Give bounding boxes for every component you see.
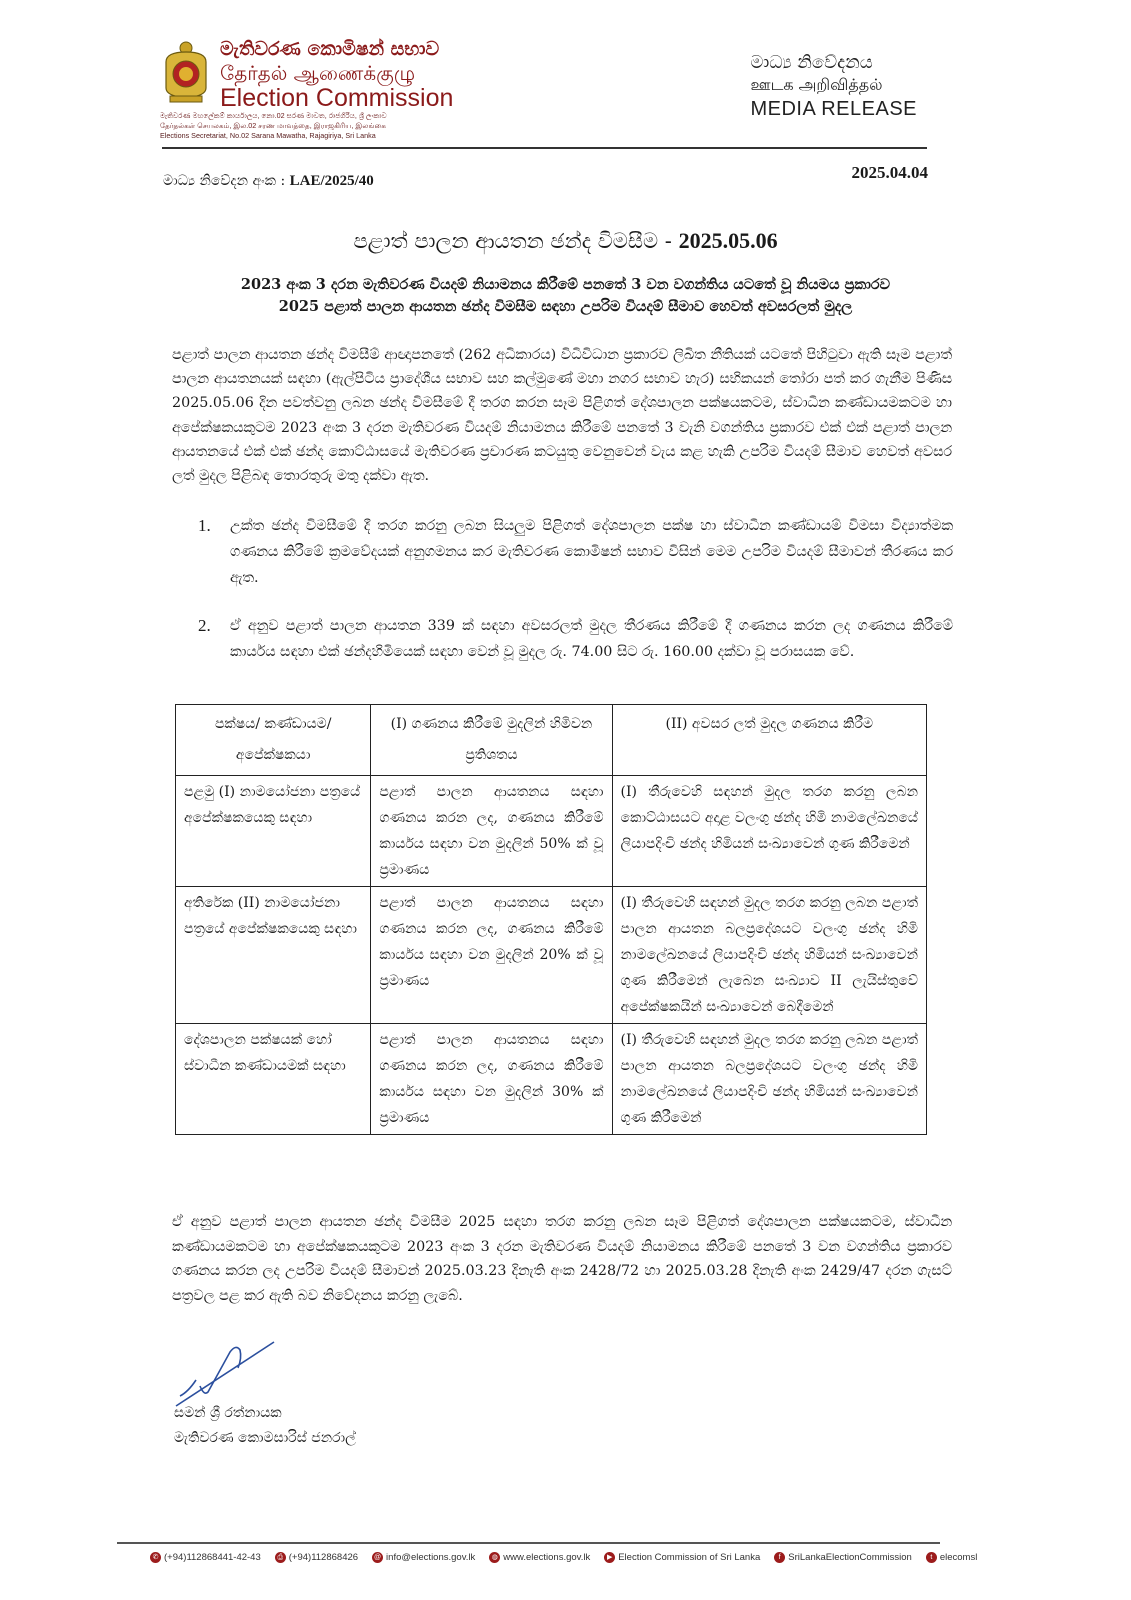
org-logo-block bbox=[160, 38, 454, 148]
org-name-sinhala: මැතිවරණ කොමිෂන් සභාව bbox=[220, 38, 440, 60]
footer-divider bbox=[117, 1542, 940, 1544]
table-row bbox=[176, 776, 927, 887]
reference-number-line bbox=[163, 173, 374, 190]
expense-limit-table bbox=[175, 704, 927, 1135]
cell-percentage: පළාත් පාලන ආයතනය සඳහා ගණනය කරන ලද, ගණනය කිරීමේ කාර්යය සඳහා වන මුදලින් 50% ක් වූ ප්‍රමාණය bbox=[371, 776, 612, 887]
cell-calculation: (I) තීරුවෙහි සඳහන් මුදල තරග කරනු ලබන පළාත් පාලන ආයතන බලප්‍රදේශයට වලංගු ඡන්ද හිමි නාමලේඛනයේ ලියාපදිංචි ඡන්ද හිමියන් සංඛ්‍යාවෙන් ගුණ කිරීමෙන් bbox=[612, 1024, 926, 1135]
signatory-title: මැතිවරණ කොමසාරිස් ජනරාල් bbox=[174, 1430, 356, 1446]
doc-type-tamil: ஊடக அறிவித்தல் bbox=[750, 75, 883, 94]
address-sinhala: මැතිවරණ මහලේකම් කාර්යාලය, නො.02 සරණ මාවත, රාජගිරිය, ශ්‍රී ලංකාව bbox=[160, 111, 387, 120]
twitter-text: elecomsl bbox=[939, 1552, 978, 1563]
header-calculation: (II) අවසර ලත් මුදල ගණනය කිරීම bbox=[612, 705, 926, 776]
list-item bbox=[198, 513, 953, 591]
doc-type-english: MEDIA RELEASE bbox=[750, 98, 917, 120]
list-item-number: 1. bbox=[198, 516, 211, 535]
list-item-text: උක්ත ඡන්ද විමසීමේ දී තරග කරනු ලබන සියලුම පිළිගත් දේශපාලන පක්ෂ හා ස්වාධීන කණ්ඩායම් විමසා විද්‍යාත්මක ගණනය කිරීමේ ක්‍රමවේදයක් අනුගමනය කර මැතිවරණ කොමිෂන් සභාව විසින් මෙම උපරිම වියදම් සීමාවන් තීරණය කර ඇත. bbox=[230, 518, 953, 586]
table-header-row bbox=[176, 705, 927, 776]
header-percentage: (I) ගණනය කිරීමේ මුදලින් හිමිවන ප්‍රතිශතය bbox=[371, 705, 612, 776]
facebook-text: SriLankaElectionCommission bbox=[788, 1552, 912, 1563]
phone-icon: ✆ bbox=[150, 1552, 161, 1563]
document-type-block bbox=[750, 52, 917, 122]
cell-entity: දේශපාලන පක්ෂයක් හෝ ස්වාධීන කණ්ඩායමක් සඳහා bbox=[176, 1024, 371, 1135]
email-icon: @ bbox=[373, 1554, 382, 1561]
twitter-icon: t bbox=[926, 1552, 937, 1563]
email-text: info@elections.gov.lk bbox=[386, 1552, 476, 1563]
website-text: www.elections.gov.lk bbox=[503, 1552, 591, 1563]
contact-footer bbox=[150, 1552, 977, 1563]
table-row bbox=[176, 1024, 927, 1135]
signature-scribble-icon bbox=[174, 1340, 284, 1408]
title-date: 2025.05.06 bbox=[678, 228, 778, 253]
org-name-tamil: தேர்தல் ஆணைக்குழு bbox=[220, 61, 416, 85]
release-date: 2025.04.04 bbox=[851, 163, 928, 182]
web-icon: ◍ bbox=[489, 1552, 500, 1563]
footer-youtube[interactable] bbox=[604, 1552, 760, 1563]
facebook-icon: f bbox=[774, 1552, 785, 1563]
footer-email[interactable] bbox=[372, 1552, 475, 1563]
signatory-name: සමන් ශ්‍රී රත්නායක bbox=[174, 1405, 282, 1421]
fax-icon: ⎙ bbox=[275, 1552, 286, 1563]
subtitle-line-2: 2025 පළාත් පාලන ආයතන ඡන්ද විමසීම සඳහා උපරිම වියදම් සීමාව හෙවත් අවසරලත් මුදල bbox=[278, 298, 853, 315]
footer-phone[interactable] bbox=[150, 1552, 261, 1563]
cell-percentage: පළාත් පාලන ආයතනය සඳහා ගණනය කරන ලද, ගණනය කිරීමේ කාර්යය සඳහා වන මුදලින් 30% ක් ප්‍රමාණය bbox=[371, 1024, 612, 1135]
list-item-text: ඒ අනුව පළාත් පාලන ආයතන 339 ක් සඳහා අවසරලත් මුදල තීරණය කිරීමේ දී ගණනය කරන ලද ගණනය කිරීමේ කාර්යය සඳහා එක් ඡන්දහිමියෙක් සඳහා වෙන් වූ මුදල රු. 74.00 සිට රු. 160.00 දක්වා වූ පරාසයක වේ. bbox=[230, 618, 953, 660]
cell-entity: අතිරේක (II) නාමයෝජනා පත්‍රයේ අපේක්ෂකයෙකු සඳහා bbox=[176, 887, 371, 1024]
footer-twitter[interactable] bbox=[926, 1552, 978, 1563]
subtitle-line-1: 2023 අංක 3 දරන මැතිවරණ වියදම් නියාමනය කිරීමේ පනතේ 3 වන වගන්තිය යටතේ වූ නියමය ප්‍රකාරව bbox=[240, 276, 891, 293]
reference-number: LAE/2025/40 bbox=[289, 173, 374, 189]
intro-paragraph: පළාත් පාලන ආයතන ඡන්ද විමසීම් ආඥාපනතේ (262 අධිකාරය) විධිවිධාන ප්‍රකාරව ලිඛිත නීතියක් යටතේ පිහිටුවා ඇති සෑම පළාත් පාලන ආයතනයක් සඳහා (ඇල්පිටිය ප්‍රාදේශීය සභාව සහ කල්මුණේ මහා නගර සභාව හැර) සභිකයන් තෝරා පත් කර ගැනීම පිණිස 2025.05.06 දින පවත්වනු ලබන ඡන්ද විමසීමේ දී තරග කරන සෑම පිළිගත් දේශපාලන පක්ෂයකටම, ස්වාධීන කණ්ඩායමකටම හා අපේක්ෂකයකුටම 2023 අංක 3 දරන මැතිවරණ වියදම් නියාමනය කිරීමේ පනතේ 3 වැනි වගන්තිය ප්‍රකාරව එක් එක් පළාත් පාලන ආයතනයේ එක් එක් ඡන්ද කොට්ඨාසයේ මැතිවරණ ප්‍රචාරණ කටයුතු වෙනුවෙන් වැය කළ හැකි උපරිම වියදම් සීමාව හෙවත් අවසර ලත් මුදල පිළිබඳ තොරතුරු මතු දක්වා ඇත. bbox=[172, 347, 952, 485]
list-item-number: 2. bbox=[198, 616, 211, 635]
doc-type-sinhala: මාධ්‍ය නිවේදනය bbox=[750, 52, 873, 73]
closing-paragraph: ඒ අනුව පළාත් පාලන ආයතන ඡන්ද විමසීම 2025 සඳහා තරග කරනු ලබන සෑම පිළිගත් දේශපාලන පක්ෂයකටම, ස්වාධීන කණ්ඩායමකටම හා අපේක්ෂකයකුටම 2023 අංක 3 දරන මැතිවරණ වියදම් නියාමනය කිරීමේ පනතේ 3 වන වගන්තිය ප්‍රකාරව ගණනය කරන ලද උපරිම වියදම් සීමාවන් 2025.03.23 දිනැති අංක 2428/72 හා 2025.03.28 දිනැති අංක 2429/47 දරන ගැසට් පත්‍රවල පළ කර ඇති බව නිවේදනය කරනු ලැබේ. bbox=[172, 1214, 952, 1304]
cell-percentage: පළාත් පාලන ආයතනය සඳහා ගණනය කරන ලද, ගණනය කිරීමේ කාර්යය සඳහා වන මුදලින් 20% ක් වූ ප්‍රමාණය bbox=[371, 887, 612, 1024]
phone-text: (+94)112868441-42-43 bbox=[164, 1552, 261, 1563]
address-tamil: தேர்தல்கள் செயலகம், இல.02 சரண மாவத்தை, இராஜகிரிய, இலங்கை bbox=[160, 121, 387, 130]
title-text: පළාත් පාලන ආයතන ඡන්ද විමසීම - bbox=[353, 229, 672, 253]
reference-label: මාධ්‍ය නිවේදන අංක : bbox=[163, 173, 286, 189]
youtube-icon: ▶ bbox=[604, 1552, 615, 1563]
header-entity: පක්ෂය/ කණ්ඩායම/ අපේක්ෂකයා bbox=[176, 705, 371, 776]
footer-facebook[interactable] bbox=[774, 1552, 912, 1563]
national-emblem-icon bbox=[160, 40, 212, 104]
cell-calculation: (I) තීරුවෙහි සඳහන් මුදල තරග කරනු ලබන කොට්ඨාසයට අදාළ වලංගු ඡන්ද හිමි නාමලේඛනයේ ලියාපදිංචි ඡන්ද හිමියන් සංඛ්‍යාවෙන් ගුණ කිරීමෙන් bbox=[612, 776, 926, 887]
header-divider bbox=[162, 147, 927, 149]
org-name-english: Election Commission bbox=[220, 84, 454, 112]
table-row bbox=[176, 887, 927, 1024]
youtube-text: Election Commission of Sri Lanka bbox=[618, 1552, 761, 1563]
list-item bbox=[198, 613, 953, 665]
cell-calculation: (I) තීරුවෙහි සඳහන් මුදල තරග කරනු ලබන පළාත් පාලන ආයතන බලප්‍රදේශයට වලංගු ඡන්ද හිමි නාමලේඛනයේ ලියාපදිංචි ඡන්ද හිමියන් සංඛ්‍යාවෙන් ගුණ කිරීමෙන් ලැබෙන සංඛ්‍යාව II ලැයිස්තුවේ අපේක්ෂකයින් සංඛ්‍යාවෙන් බෙදීමෙන් bbox=[612, 887, 926, 1024]
footer-website[interactable] bbox=[489, 1552, 590, 1563]
cell-entity: පළමු (I) නාමයෝජනා පත්‍රයේ අපේක්ෂකයෙකු සඳහා bbox=[176, 776, 371, 887]
fax-text: (+94)112868426 bbox=[288, 1552, 359, 1563]
document-title bbox=[0, 228, 1131, 254]
address-english: Elections Secretariat, No.02 Sarana Mawatha, Rajagiriya, Sri Lanka bbox=[160, 131, 376, 140]
footer-fax[interactable] bbox=[275, 1552, 358, 1563]
